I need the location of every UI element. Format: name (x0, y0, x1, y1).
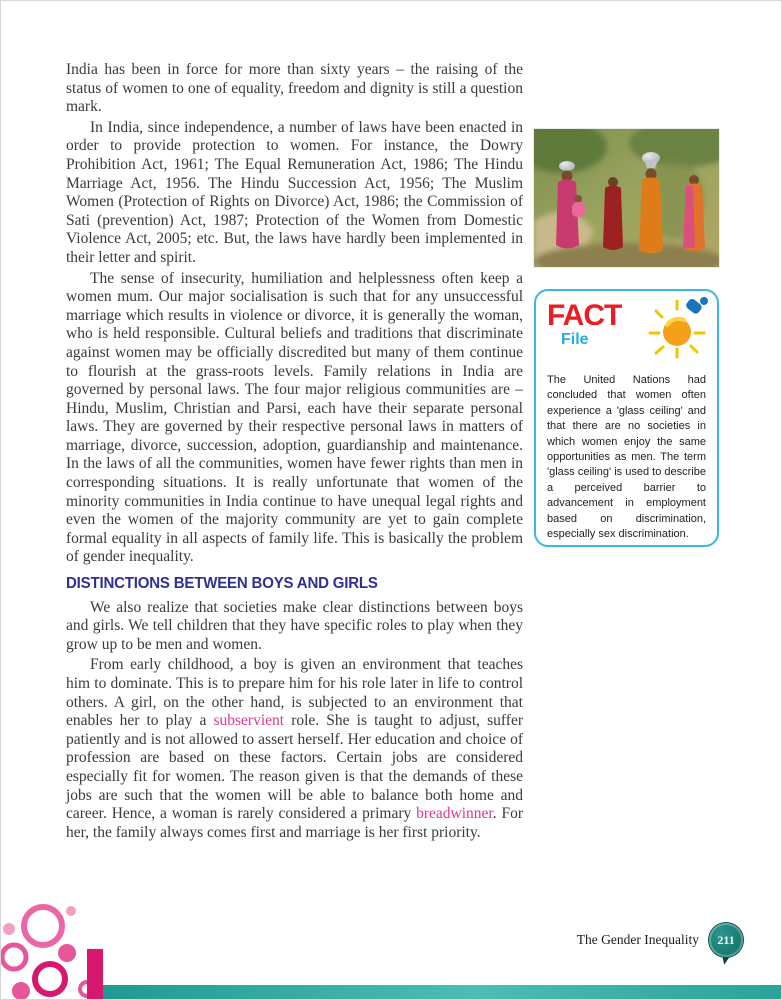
decorative-pink-bar (87, 949, 103, 1000)
page-number: 211 (717, 932, 735, 947)
lightbulb-icon (642, 293, 712, 363)
photo-women-carrying-water (534, 129, 719, 267)
decorative-bottom-bar (103, 985, 781, 1000)
paragraph: We also realize that societies make clear distinctions between boys and girls. We tell children that they have specific roles to play when they grow up to be men and women. (66, 598, 523, 653)
paragraph: India has been in force for more than sixty years – the raising of the status of women to one of equality, freedom and dignity is still a question mark. (66, 61, 523, 116)
page-number-circle (709, 923, 743, 957)
highlighted-term: breadwinner (416, 805, 493, 823)
fact-file-box (534, 289, 719, 547)
fact-file-header (547, 301, 706, 367)
paragraph-text: role. She is taught to adjust, suffer patiently and is not allowed to assert herself. Her education and choice of profession are based on these factors. Certain jobs are considered especially fit for women. The reason given is that the demands of these jobs are such that the women will be able to balance both home and career. Hence, a woman is rarely considered a primary (66, 712, 523, 823)
paragraph-text: From early childhood, a boy is given an environment that teaches him to dominate. This is to prepare him for his role later in life to control others. A girl, on the other hand, is subjected to an environment that enables her to play a (66, 656, 523, 730)
highlighted-term: subservient (213, 712, 285, 730)
fact-title: FACT (547, 299, 622, 332)
paragraph: In India, since independence, a number of laws have been enacted in order to provide protection to women. For instance, the Dowry Prohibition Act, 1961; The Equal Remuneration Act, 1986; The Hindu Marriage Act, 1956. The Hindu Succession Act, 1956; The Muslim Women (Protection of Rights on Divorce) Act, 1986; the Commission of Sati (prevention) Act, 1987; Protection of the Women from Domestic Violence Act, 2005; etc. But, the laws have hardly been implemented in their letter and spirit. (66, 118, 523, 266)
page-number-badge (709, 923, 743, 957)
section-heading: DISTINCTIONS BETWEEN BOYS AND GIRLS (66, 575, 378, 593)
chapter-title: The Gender Inequality (576, 932, 699, 947)
photo-illustration (534, 129, 719, 267)
paragraph-text: . For her, the family always comes first and marriage is her first priority. (66, 805, 523, 841)
paragraph: The sense of insecurity, humiliation and helplessness often keep a women mum. Our major socialisation is such that for any unsuccessful marriage which results in violence or divorce, it is generally the woman, who is held responsible. Cultural beliefs and traditions that discriminate against women may be officially discredited but many of them continue to flourish at the grass-roots levels. Family relations in India are governed by personal laws. The four major religious communities are – Hindu, Muslim, Christian and Parsi, each have their separate personal laws. They are governed by their respective personal laws in matters of marriage, divorce, succession, adoption, guardianship and maintenance. In the laws of all the communities, women have fewer rights than men in corresponding situations. It is really unfortunate that women of the minority communities in India continue to have unequal legal rights and even the women of the majority community are yet to gain complete formal equality in all aspects of family life. This is basically the problem of gender inequality. (66, 269, 523, 566)
article-text (66, 61, 523, 844)
page-footer (577, 923, 743, 957)
fact-subtitle: File (561, 331, 589, 348)
paragraph (66, 656, 523, 842)
fact-file-text: The United Nations had concluded that women often experience a 'glass ceiling' and that there are no societies in which women enjoy the same opportunities as men. The term 'glass ceiling' is used to describe a perceived barrier to advancement in employment based on discrimination, especially sex discrimination. (547, 374, 706, 541)
